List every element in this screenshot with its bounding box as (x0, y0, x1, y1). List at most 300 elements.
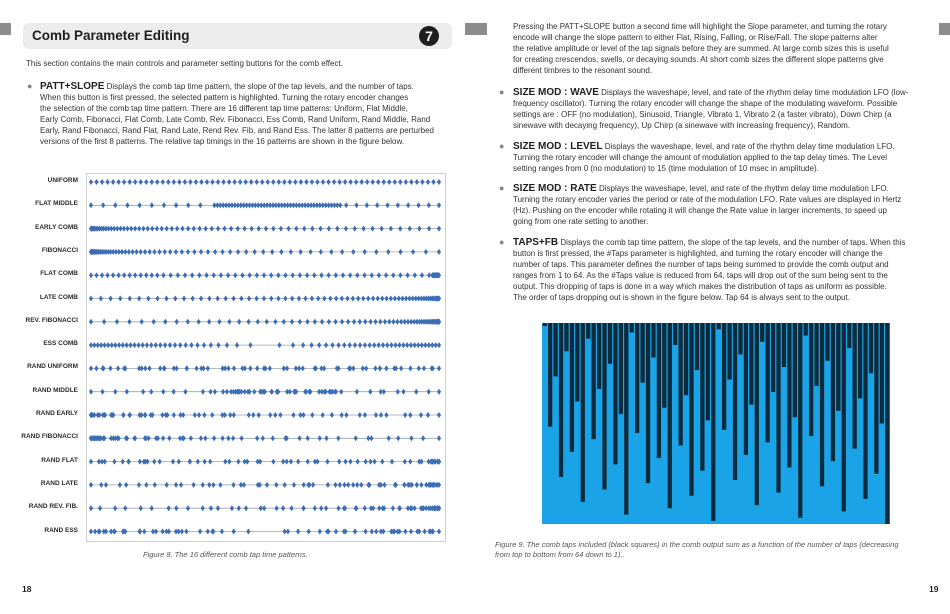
tap-marker (406, 272, 410, 278)
tap-marker (181, 412, 185, 418)
tap-marker (113, 389, 117, 395)
tap-marker (279, 226, 283, 232)
tap-marker (180, 529, 184, 535)
text-line: sinewave with decaying frequency), Up Chirp (a sinewave with increasing frequency), Random. (513, 121, 851, 131)
tap-marker (217, 319, 221, 325)
tap-marker (326, 179, 330, 185)
tap-marker (158, 342, 162, 348)
text-line: frequency oscillator). Turning the rotary encoder will change the shape of the modulating waveform. Possible (513, 99, 898, 109)
tap-marker (332, 179, 336, 185)
tap-marker (195, 342, 199, 348)
tap-column (863, 323, 867, 499)
tap-marker (255, 435, 259, 441)
tap-marker (94, 272, 98, 278)
tap-marker (89, 529, 93, 535)
tap-marker (385, 202, 389, 208)
tap-marker (179, 482, 183, 488)
tap-dropout-matrix (542, 323, 890, 524)
tap-marker (366, 296, 370, 302)
tap-marker (160, 226, 164, 232)
tap-pattern-plot (87, 174, 445, 541)
tap-marker (279, 249, 283, 255)
tap-marker (198, 226, 202, 232)
tap-marker (163, 342, 167, 348)
pattern-row-label: RAND ESS (44, 526, 78, 534)
tap-marker (233, 272, 237, 278)
tap-marker (363, 505, 367, 511)
tap-marker (186, 226, 190, 232)
tap-marker (194, 179, 198, 185)
tap-marker (165, 482, 169, 488)
tap-marker (265, 319, 269, 325)
tap-marker (174, 529, 178, 535)
tap-marker (203, 435, 207, 441)
tap-marker (318, 435, 322, 441)
tap-marker (391, 319, 395, 325)
tap-marker (373, 365, 377, 371)
tap-marker (415, 179, 419, 185)
tap-marker (211, 529, 215, 535)
tap-marker (152, 249, 156, 255)
tap-marker (301, 365, 305, 371)
tap-marker (201, 482, 205, 488)
tap-marker (344, 202, 348, 208)
tap-marker (141, 342, 145, 348)
tap-marker (213, 389, 217, 395)
tap-marker (374, 249, 378, 255)
tap-column (787, 323, 791, 467)
tap-marker (333, 482, 337, 488)
tap-marker (378, 365, 382, 371)
tap-column (766, 323, 770, 442)
tap-marker (368, 319, 372, 325)
text-line: for creating crescendos, swells, or decaying sounds. At short comb sizes the different slope patterns give (513, 55, 884, 65)
tap-marker (143, 249, 147, 255)
tap-marker (437, 435, 441, 441)
tap-column (570, 323, 574, 452)
tap-marker (409, 342, 413, 348)
tap-marker (167, 529, 171, 535)
tap-marker (211, 482, 215, 488)
text-line: different timbres to the resonant sound. (513, 66, 653, 76)
tap-marker (227, 319, 231, 325)
tap-marker (236, 226, 240, 232)
tap-marker (162, 365, 166, 371)
tap-marker (188, 459, 192, 465)
tap-marker (302, 482, 306, 488)
tap-marker (102, 529, 106, 535)
tap-marker (419, 482, 423, 488)
patt-slope-description (40, 81, 450, 148)
tap-marker (127, 319, 131, 325)
tap-marker (257, 226, 261, 232)
tap-marker (362, 272, 366, 278)
tap-marker (205, 179, 209, 185)
tap-marker (277, 342, 281, 348)
tap-marker (317, 342, 321, 348)
tap-column (613, 323, 617, 464)
tap-marker (396, 389, 400, 395)
tap-column (592, 323, 596, 439)
tap-marker (168, 249, 172, 255)
tap-marker (223, 412, 227, 418)
tap-marker (426, 412, 430, 418)
tap-column (646, 323, 650, 483)
tap-marker (146, 296, 150, 302)
tap-marker (128, 342, 132, 348)
tap-marker (382, 389, 386, 395)
tap-marker (139, 179, 143, 185)
tap-marker (310, 179, 314, 185)
size-mod-wave-label: SIZE MOD : WAVE (513, 87, 599, 98)
tap-marker (290, 319, 294, 325)
tap-marker (226, 435, 230, 441)
tap-marker (341, 272, 345, 278)
tap-marker (133, 226, 137, 232)
pattern-row-label: RAND FLAT (41, 456, 78, 464)
tap-marker (208, 389, 212, 395)
tap-marker (415, 482, 419, 488)
tap-marker (219, 272, 223, 278)
tap-marker (143, 412, 147, 418)
tap-marker (244, 179, 248, 185)
tap-marker (408, 226, 412, 232)
size-mod-rate-description (513, 183, 933, 227)
tap-column (755, 323, 759, 505)
size-mod-rate-label: SIZE MOD : RATE (513, 183, 597, 194)
tap-marker (199, 249, 203, 255)
intro-paragraph: This section contains the main controls and parameter setting buttons for the comb effect. (26, 59, 343, 68)
tap-marker (139, 505, 143, 511)
tap-marker (363, 412, 367, 418)
tap-marker (245, 459, 249, 465)
tap-marker (116, 365, 120, 371)
tap-marker (194, 365, 198, 371)
tap-marker (398, 179, 402, 185)
tap-marker (260, 179, 264, 185)
tap-marker (321, 412, 325, 418)
tap-marker (296, 459, 300, 465)
tap-marker (358, 319, 362, 325)
tap-marker (427, 226, 431, 232)
tap-marker (437, 529, 441, 535)
tap-marker (126, 459, 130, 465)
tap-marker (266, 179, 270, 185)
tap-marker (155, 296, 159, 302)
tap-marker (206, 365, 210, 371)
tap-marker (298, 272, 302, 278)
tap-marker (363, 529, 367, 535)
tap-marker (289, 249, 293, 255)
tap-marker (222, 226, 226, 232)
tap-marker (232, 412, 236, 418)
tap-marker (224, 296, 228, 302)
tap-marker (344, 226, 348, 232)
tap-marker (180, 249, 184, 255)
tap-marker (210, 412, 214, 418)
tap-marker (390, 459, 394, 465)
tap-marker (420, 272, 424, 278)
tap-marker (178, 342, 182, 348)
tap-marker (334, 529, 338, 535)
tap-marker (325, 459, 329, 465)
tap-column (825, 323, 829, 361)
tap-marker (327, 272, 331, 278)
tap-marker (158, 365, 162, 371)
tap-marker (118, 482, 122, 488)
tap-marker (99, 296, 103, 302)
tap-marker (291, 412, 295, 418)
text-line: ranges from 1 to 64. As the #Taps value is reduced from 64, taps will drop out of the sum being sent to the (513, 271, 888, 281)
tap-marker (330, 342, 334, 348)
tap-marker (356, 296, 360, 302)
tap-marker (354, 435, 358, 441)
tap-marker (148, 249, 152, 255)
tap-marker (310, 226, 314, 232)
tap-marker (154, 342, 158, 348)
tap-marker (232, 529, 236, 535)
tap-marker (405, 342, 409, 348)
tap-marker (327, 226, 331, 232)
tap-marker (275, 505, 279, 511)
tap-marker (311, 482, 315, 488)
tap-marker (348, 459, 352, 465)
tap-marker (395, 319, 399, 325)
tap-marker (216, 342, 220, 348)
tap-marker (391, 505, 395, 511)
tap-marker (201, 505, 205, 511)
tap-marker (100, 389, 104, 395)
tap-marker (193, 412, 197, 418)
text-line: (Hz). Pushing on the encoder while rotating it will change the Rate value in larger increments, to speed up (513, 206, 887, 216)
tap-marker (277, 179, 281, 185)
tap-marker (190, 272, 194, 278)
tap-marker (363, 342, 367, 348)
tap-marker (112, 459, 116, 465)
tap-marker (275, 389, 279, 395)
tap-marker (361, 226, 365, 232)
tap-marker (313, 319, 317, 325)
tap-marker (189, 342, 193, 348)
tap-marker (334, 272, 338, 278)
tap-marker (384, 272, 388, 278)
tap-column (722, 323, 726, 430)
tap-column (602, 323, 606, 489)
tap-column (662, 323, 666, 408)
tap-marker (372, 459, 376, 465)
tap-marker (149, 342, 153, 348)
tap-marker (431, 179, 435, 185)
tap-marker (437, 389, 441, 395)
tap-column (776, 323, 780, 493)
tap-marker (334, 296, 338, 302)
tap-marker (238, 179, 242, 185)
tap-marker (358, 342, 362, 348)
tap-marker (437, 342, 441, 348)
tap-column (771, 323, 775, 392)
tap-marker (223, 459, 227, 465)
tap-marker (401, 342, 405, 348)
tap-marker (128, 272, 132, 278)
tap-marker (173, 342, 177, 348)
tap-marker (150, 179, 154, 185)
tap-column (553, 323, 557, 376)
tap-marker (163, 319, 167, 325)
tap-marker (220, 249, 224, 255)
tap-marker (160, 412, 164, 418)
tap-marker (210, 179, 214, 185)
tap-marker (276, 272, 280, 278)
tap-marker (303, 296, 307, 302)
tap-column (619, 323, 623, 414)
tap-marker (113, 505, 117, 511)
bullet-icon: ● (499, 183, 505, 193)
tap-marker (213, 249, 217, 255)
tap-marker (351, 249, 355, 255)
tap-marker (138, 202, 142, 208)
tap-marker (379, 412, 383, 418)
tap-marker (338, 202, 342, 208)
tap-marker (191, 482, 195, 488)
tap-marker (365, 202, 369, 208)
tap-marker (291, 272, 295, 278)
tap-marker (125, 202, 129, 208)
tap-marker (175, 365, 179, 371)
tap-marker (101, 202, 105, 208)
taps-fb-description (513, 237, 933, 304)
tap-marker (138, 529, 142, 535)
figure-8-caption: Figure 8. The 16 different comb tap time patterns. (143, 550, 308, 559)
tap-marker (180, 226, 184, 232)
tap-marker (240, 272, 244, 278)
size-mod-wave-description (513, 87, 933, 131)
tap-marker (174, 202, 178, 208)
tap-marker (271, 179, 275, 185)
tap-column (597, 323, 601, 389)
tap-marker (424, 249, 428, 255)
tap-column (717, 323, 721, 329)
tap-marker (132, 435, 136, 441)
tap-marker (301, 505, 305, 511)
tap-marker (285, 459, 289, 465)
slope-paragraph (513, 21, 933, 76)
tap-marker (176, 272, 180, 278)
tap-marker (136, 342, 140, 348)
tap-marker (117, 179, 121, 185)
tap-marker (103, 459, 107, 465)
tap-marker (340, 249, 344, 255)
tap-marker (397, 342, 401, 348)
tap-marker (340, 412, 344, 418)
tap-marker (355, 272, 359, 278)
tap-marker (106, 342, 110, 348)
tap-marker (167, 435, 171, 441)
pattern-row-label: FIBONACCI (41, 246, 78, 254)
text-line: Displays the comb tap time pattern, the slope of the tap levels, and the number of taps. When this (560, 238, 906, 247)
tap-marker (437, 179, 441, 185)
tap-marker (348, 342, 352, 348)
tap-marker (382, 482, 386, 488)
tap-marker (121, 412, 125, 418)
tap-marker (235, 342, 239, 348)
tap-marker (318, 226, 322, 232)
tap-marker (261, 249, 265, 255)
text-line: versions of the first 8 patterns. The relative tap timings in the 16 patterns are shown in the figure below. (40, 137, 405, 147)
tap-marker (269, 296, 273, 302)
tap-marker (168, 342, 172, 348)
tap-marker (255, 296, 259, 302)
tap-marker (301, 412, 305, 418)
tap-marker (338, 482, 342, 488)
tap-marker (380, 459, 384, 465)
tap-marker (437, 412, 441, 418)
tap-marker (132, 342, 136, 348)
tap-marker (307, 529, 311, 535)
tap-marker (286, 226, 290, 232)
tap-marker (268, 412, 272, 418)
tap-marker (419, 459, 423, 465)
tap-marker (125, 226, 129, 232)
tap-marker (89, 365, 93, 371)
tap-marker (340, 296, 344, 302)
tap-marker (409, 529, 413, 535)
tap-marker (369, 505, 373, 511)
tap-marker (248, 342, 252, 348)
tap-marker (242, 482, 246, 488)
pattern-row-label: RAND UNIFORM (27, 363, 78, 371)
tap-marker (117, 272, 121, 278)
tap-marker (354, 179, 358, 185)
tap-marker (385, 342, 389, 348)
tap-column (559, 323, 563, 477)
tap-marker (144, 482, 148, 488)
tap-marker (304, 179, 308, 185)
tap-column (581, 323, 585, 502)
tap-marker (371, 179, 375, 185)
tap-marker (145, 342, 149, 348)
tap-marker (269, 389, 273, 395)
tap-marker (100, 179, 104, 185)
tap-marker (276, 296, 280, 302)
tap-column (831, 323, 835, 461)
tap-marker (98, 505, 102, 511)
tap-marker (433, 459, 437, 465)
tap-marker (134, 249, 138, 255)
tap-marker (125, 389, 129, 395)
tap-column (842, 323, 846, 511)
pattern-row-label: FLAT COMB (40, 270, 78, 278)
text-line: output. This dropping of taps is done in a way which makes the distribution of taps as uniform as possible. (513, 282, 887, 292)
tap-marker (89, 202, 93, 208)
pattern-row-label: REV. FIBONACCI (25, 316, 78, 324)
tap-marker (252, 249, 256, 255)
text-line: Displays the waveshape, level, and rate of the rhythm delay time modulation LFO (low- (601, 88, 909, 97)
tap-marker (102, 319, 106, 325)
page-edge-tab-left (0, 23, 11, 35)
tap-column (673, 323, 677, 345)
tap-marker (258, 459, 262, 465)
tap-column (760, 323, 764, 342)
tap-marker (111, 179, 115, 185)
tap-marker (376, 179, 380, 185)
tap-column (782, 323, 786, 367)
tap-marker (372, 342, 376, 348)
tap-marker (398, 226, 402, 232)
bullet-icon: ● (499, 237, 505, 247)
tap-column (700, 323, 704, 471)
pattern-row-label: UNIFORM (47, 177, 78, 184)
tap-column (711, 323, 715, 521)
